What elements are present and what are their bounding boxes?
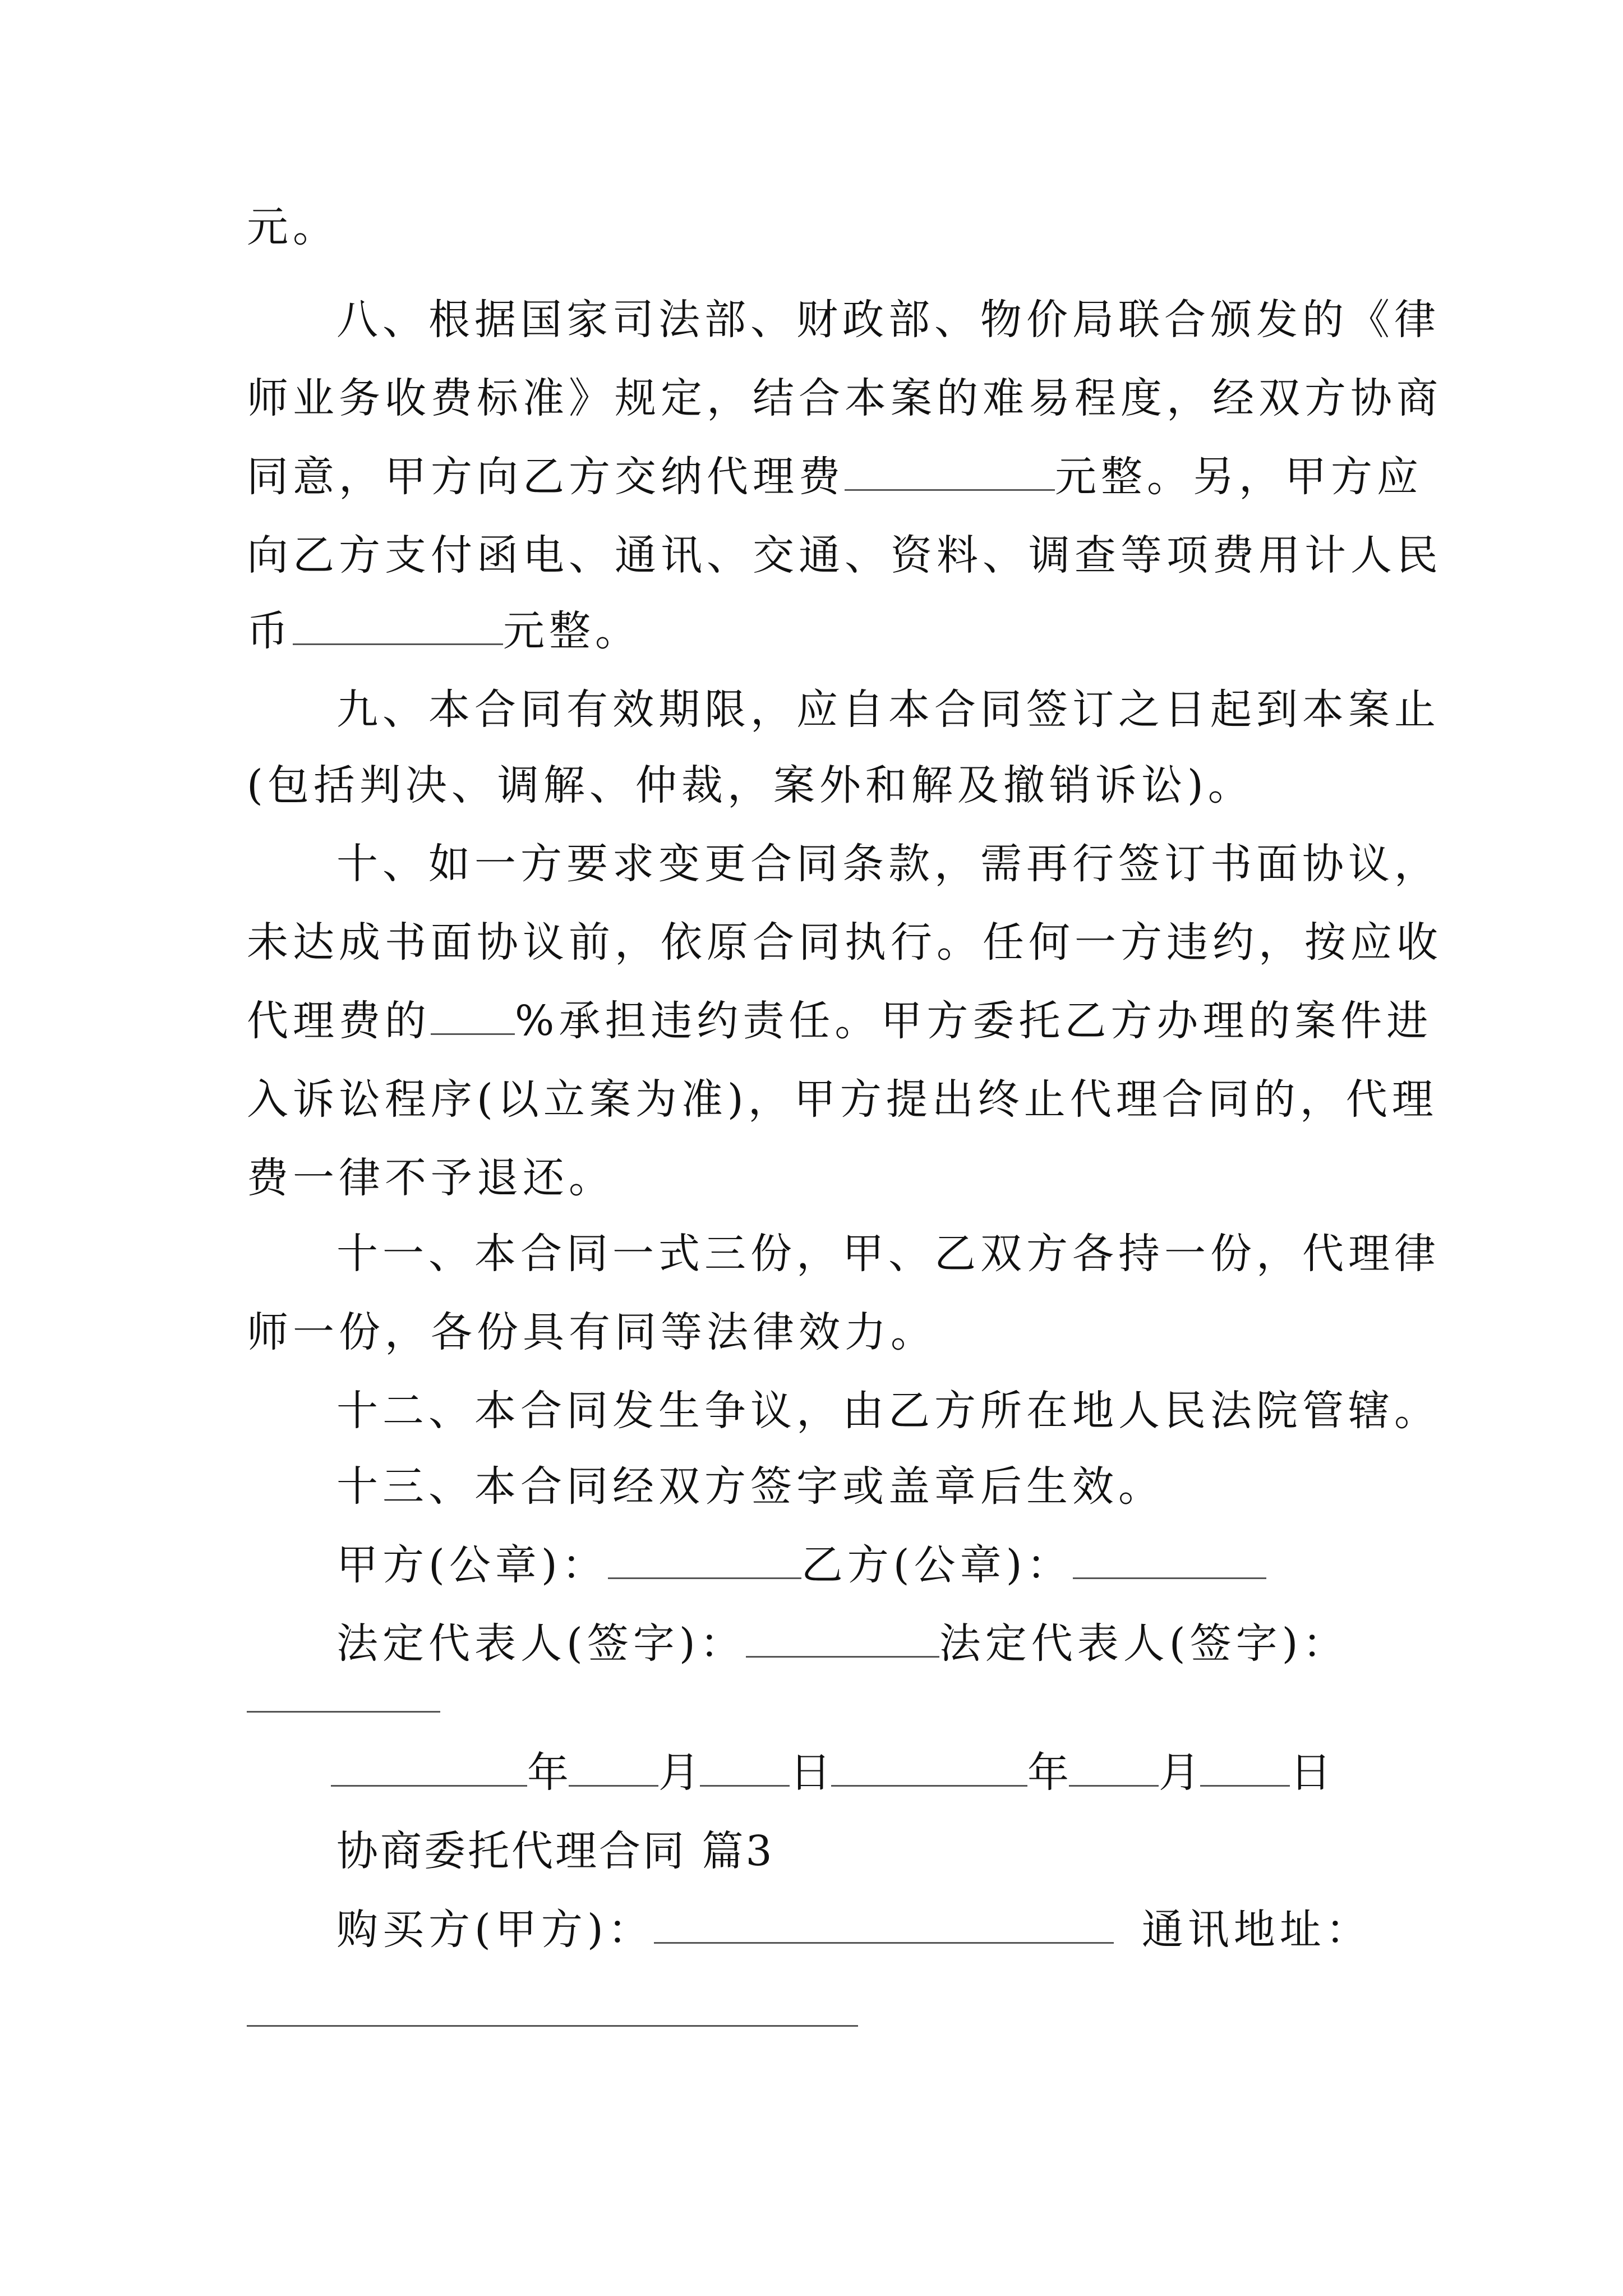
buyer-name-blank (654, 1903, 1114, 1944)
buyer-line: 购买方(甲方)： 通讯地址： (336, 1902, 1372, 1958)
clause-8-line-5: 币 元整。 (247, 603, 641, 659)
party-b-representative-blank (247, 1711, 440, 1713)
month-blank-a (569, 1746, 658, 1787)
clause-11-line-2: 师一份，各份具有同等法律效力。 (247, 1308, 937, 1356)
clause-10-line-5: 费一律不予退还。 (247, 1154, 615, 1202)
clause-10-line-3: 代理费的 %承担违约责任。甲方委托乙方办理的案件进 (247, 993, 1432, 1049)
day-blank-a (700, 1746, 790, 1787)
expenses-blank (293, 604, 503, 645)
clause-13: 十三、本合同经双方签字或盖章后生效。 (336, 1462, 1164, 1511)
date-line: 年 月 日 年 月 日 (331, 1745, 1331, 1801)
clause-8-line-2: 师业务收费标准》规定，结合本案的难易程度，经双方协商 (247, 374, 1442, 422)
clause-8-line-3: 同意，甲方向乙方交纳代理费 元整。另，甲方应 (247, 449, 1423, 505)
party-b-seal-blank (1073, 1538, 1266, 1579)
year-blank-a (331, 1746, 527, 1787)
clause-8-line-1: 八、根据国家司法部、财政部、物价局联合颁发的《律 (336, 296, 1440, 344)
penalty-percent-blank (431, 994, 515, 1035)
party-a-seal-blank (608, 1538, 801, 1579)
address-blank (247, 2025, 858, 2027)
clause-11-line-1: 十一、本合同一式三份，甲、乙双方各持一份，代理律 (336, 1230, 1440, 1278)
clause-10-line-2: 未达成书面协议前，依原合同执行。任何一方违约，按应收 (247, 918, 1442, 967)
clause-8-line-4: 向乙方支付函电、通讯、交通、资料、调查等项费用计人民 (247, 531, 1442, 579)
seal-line: 甲方(公章)： 乙方(公章)： (336, 1537, 1266, 1593)
representative-line: 法定代表人(签字)： 法定代表人(签字)： (336, 1616, 1349, 1672)
day-blank-b (1200, 1746, 1290, 1787)
section-heading: 协商委托代理合同 篇3 (336, 1827, 774, 1875)
agency-fee-blank (845, 450, 1055, 491)
party-a-representative-blank (746, 1617, 939, 1658)
clause-10-line-1: 十、如一方要求变更合同条款，需再行签订书面协议， (336, 840, 1440, 888)
clause-10-line-4: 入诉讼程序(以立案为准)，甲方提出终止代理合同的，代理 (247, 1075, 1438, 1124)
text-line: 元。 (247, 203, 339, 251)
month-blank-b (1069, 1746, 1159, 1787)
clause-12: 十二、本合同发生争议，由乙方所在地人民法院管辖。 (336, 1387, 1440, 1435)
year-blank-b (831, 1746, 1027, 1787)
clause-9-line-1: 九、本合同有效期限，应自本合同签订之日起到本案止 (336, 685, 1440, 734)
clause-9-line-2: (包括判决、调解、仲裁，案外和解及撤销诉讼)。 (247, 761, 1254, 809)
